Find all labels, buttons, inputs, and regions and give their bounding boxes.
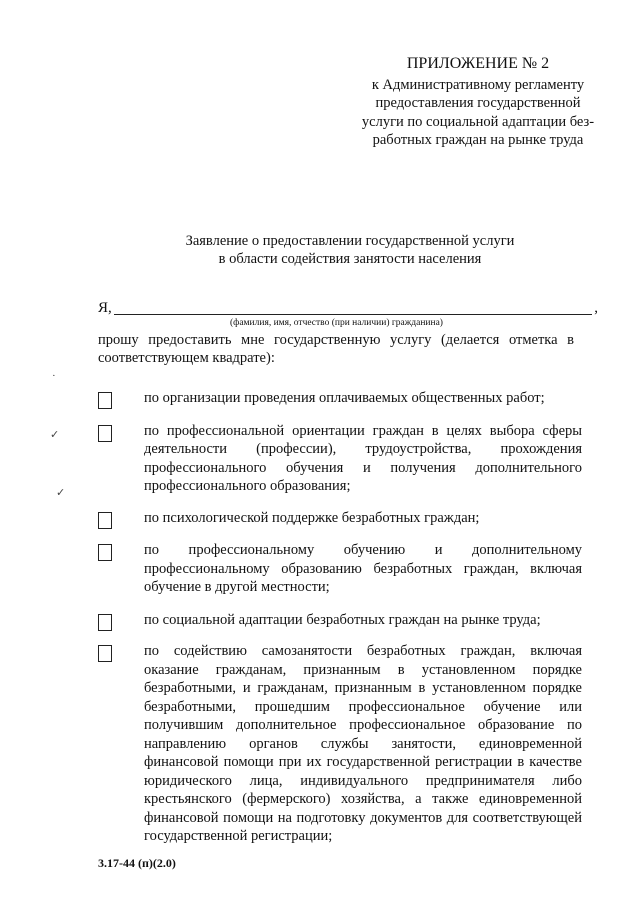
heading-line-2: в области содействия занятости населения [218,251,482,267]
document-heading [100,232,600,268]
option-checkbox[interactable] [98,512,112,529]
form-code: 3.17-44 (п)(2.0) [98,856,176,870]
option-item [98,611,582,630]
option-checkbox[interactable] [98,645,112,662]
option-checkbox[interactable] [98,544,112,561]
option-item [98,389,582,408]
option-text: по психологической поддержке безработных граждан; [144,509,480,526]
option-text: по организации проведения оплачиваемых общественных работ; [144,390,545,406]
intro-text: прошу предоставить мне государственную услугу (делается отметка в соответствующем квадрате): [98,332,574,366]
option-item [98,422,582,496]
applicant-line [98,300,598,318]
appendix-line: предоставления государственной [375,95,581,111]
option-text: по профессиональной ориентации граждан в целях выбора сферы деятельности (профессии), трудоустройства, прохождения профессионального обучения и получения дополнительного профессионального образования; [144,422,582,494]
option-checkbox[interactable] [98,392,112,409]
applicant-name-field[interactable] [114,314,592,315]
applicant-hint: (фамилия, имя, отчество (при наличии) гражданина) [230,318,443,328]
applicant-prefix: Я, [98,300,112,316]
option-text: по социальной адаптации безработных граждан на рынке труда; [144,611,541,628]
option-text: по профессиональному обучению и дополнительному профессиональному образованию безработных граждан, включая обучение в другой местности; [144,542,582,595]
margin-mark: ✓ [56,487,66,499]
option-checkbox[interactable] [98,425,112,442]
heading-line-1: Заявление о предоставлении государственной услуги [185,233,515,249]
option-checkbox[interactable] [98,614,112,631]
appendix-line: работных граждан на рынке труда [372,132,584,148]
option-text: по содействию самозанятости безработных граждан, включая оказание гражданам, признанным в установленном порядке безработными, и гражданам, признанным в установленном порядке безработными, прошедшим профессиональное обучение или получившим дополнительное профессиональное образование по направлению органов службы занятости, единовременной финансовой помощи при их государственной регистрации в качестве юридического лица, индивидуального предпринимателя либо крестьянского (фермерского) хозяйства, а также единовременной финансовой помощи на подготовку документов для соответствующей государственной регистрации; [144,643,582,844]
appendix-block [358,55,598,150]
appendix-line: услуги по социальной адаптации без- [361,113,595,130]
appendix-line: к Административному регламенту [371,76,585,93]
option-item [98,541,582,597]
margin-mark: ✓ [50,429,60,441]
option-item [98,642,582,846]
margin-mark: · [52,370,56,382]
options-list [98,389,582,846]
appendix-title: ПРИЛОЖЕНИЕ № 2 [406,55,550,72]
applicant-suffix: , [594,300,598,316]
option-item [98,509,582,528]
